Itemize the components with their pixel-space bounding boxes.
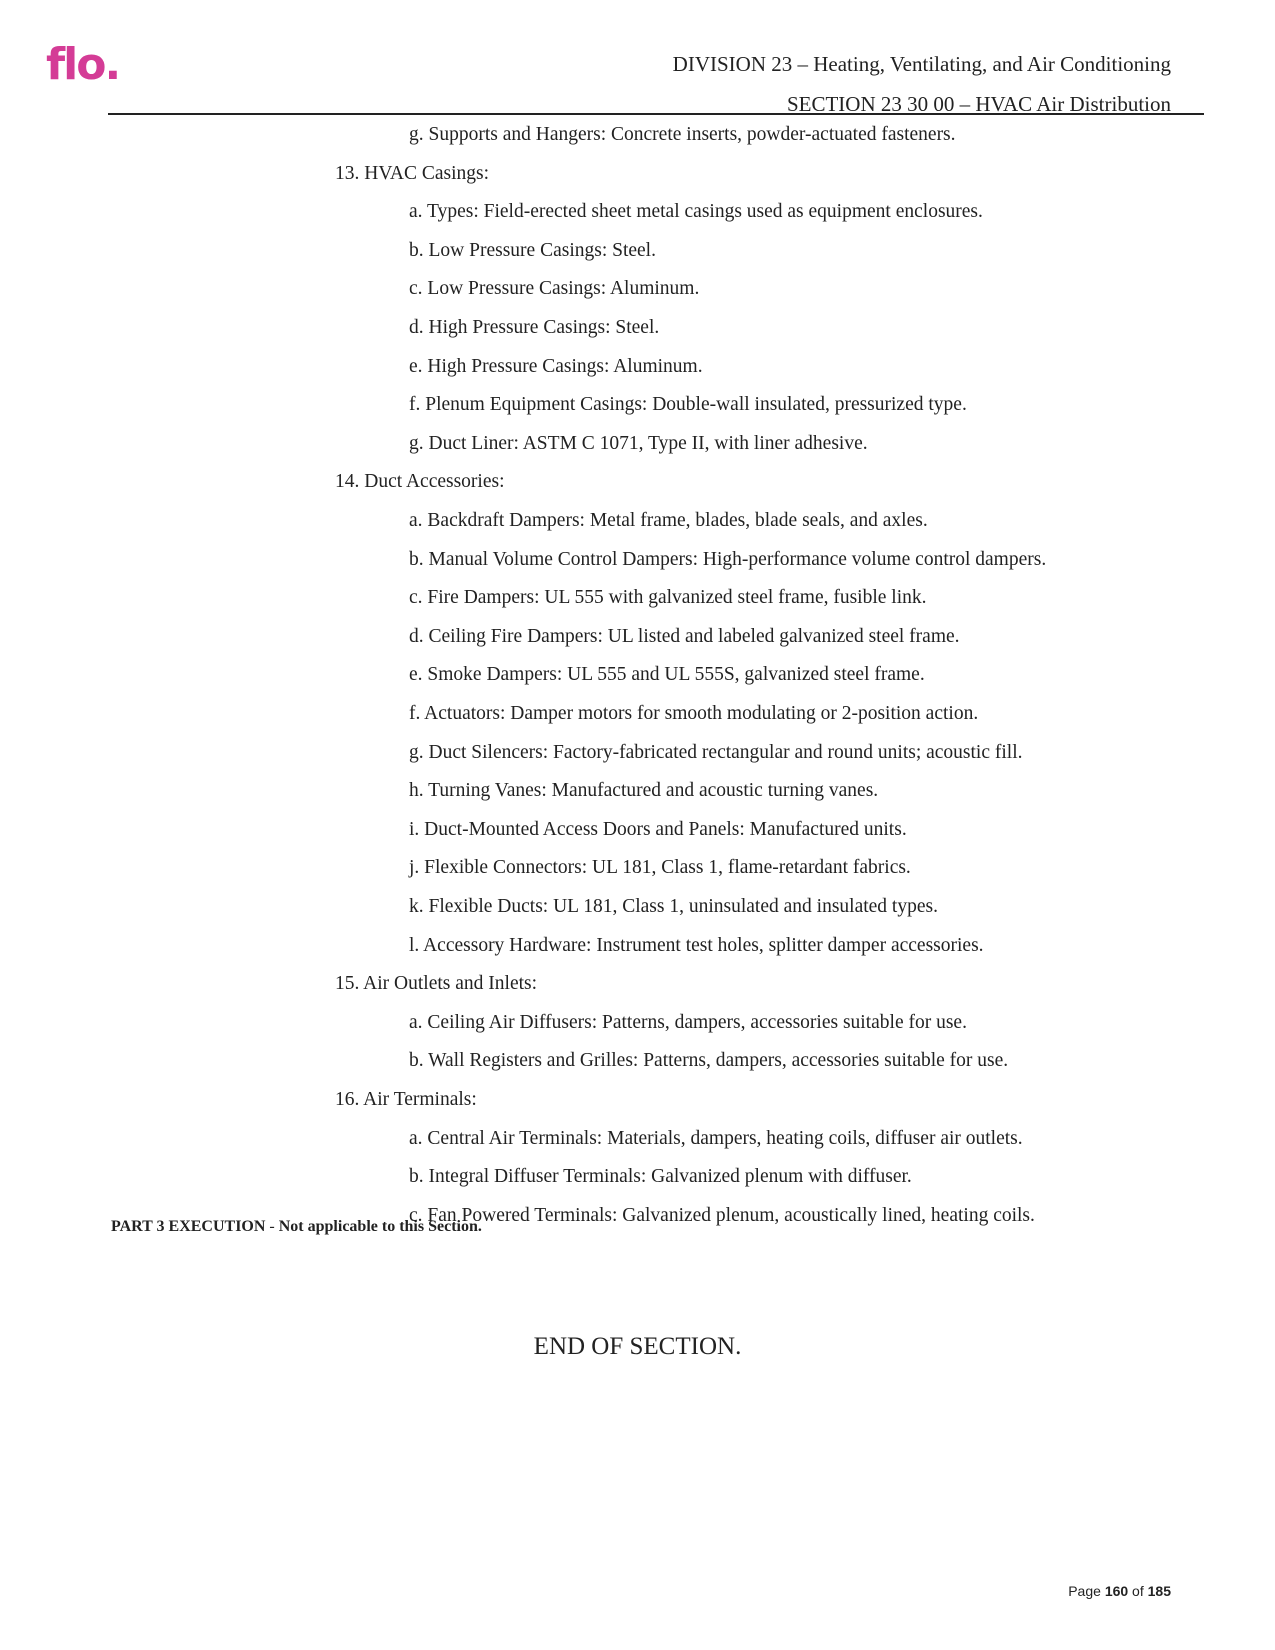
list-item: a. Types: Field-erected sheet metal casings used as equipment enclosures. (409, 201, 983, 223)
page-word: Page (1068, 1583, 1105, 1599)
list-item: b. Low Pressure Casings: Steel. (409, 239, 656, 261)
list-item: g. Duct Liner: ASTM C 1071, Type II, with liner adhesive. (409, 432, 868, 454)
list-heading: 15. Air Outlets and Inlets: (335, 973, 538, 995)
list-item: a. Ceiling Air Diffusers: Patterns, dampers, accessories suitable for use. (409, 1011, 967, 1033)
total-pages: 185 (1147, 1583, 1171, 1599)
list-item: f. Plenum Equipment Casings: Double-wall insulated, pressurized type. (409, 394, 967, 416)
page-header (673, 44, 1171, 124)
list-item: e. High Pressure Casings: Aluminum. (409, 355, 703, 377)
division-title: DIVISION 23 – Heating, Ventilating, and Air Conditioning (672, 52, 1171, 76)
list-item: c. Fan Powered Terminals: Galvanized plenum, acoustically lined, heating coils. (409, 1204, 1035, 1226)
list-item: b. Integral Diffuser Terminals: Galvanized plenum with diffuser. (409, 1166, 912, 1188)
part-3-heading (111, 1213, 482, 1241)
section-title: SECTION 23 30 00 – HVAC Air Distribution (786, 92, 1171, 116)
list-heading: 16. Air Terminals: (335, 1089, 477, 1110)
list-item: k. Flexible Ducts: UL 181, Class 1, uninsulated and insulated types. (409, 896, 938, 917)
list-item: g. Supports and Hangers: Concrete inserts, powder-actuated fasteners. (409, 124, 956, 145)
page-number (1068, 1581, 1171, 1601)
list-item: d. Ceiling Fire Dampers: UL listed and labeled galvanized steel frame. (409, 625, 960, 647)
list-item: d. High Pressure Casings: Steel. (409, 317, 660, 338)
list-item: a. Backdraft Dampers: Metal frame, blades, blade seals, and axles. (409, 510, 928, 531)
list-item: f. Actuators: Damper motors for smooth modulating or 2-position action. (409, 703, 979, 724)
current-page: 160 (1104, 1583, 1129, 1599)
list-item: a. Central Air Terminals: Materials, dampers, heating coils, diffuser air outlets. (409, 1127, 1023, 1149)
list-heading: 14. Duct Accessories: (335, 471, 505, 493)
list-item: j. Flexible Connectors: UL 181, Class 1, flame-retardant fabrics. (409, 857, 911, 879)
part-3-separator: - (265, 1218, 279, 1235)
list-heading: 13. HVAC Casings: (335, 162, 490, 184)
list-item: c. Fire Dampers: UL 555 with galvanized steel frame, fusible link. (409, 587, 927, 609)
end-of-section: END OF SECTION. (533, 1333, 742, 1360)
list-item: b. Wall Registers and Grilles: Patterns, dampers, accessories suitable for use. (409, 1050, 1009, 1072)
part-3-label: PART 3 EXECUTION (111, 1218, 266, 1235)
part-3-note: Not applicable to this Section. (278, 1218, 482, 1235)
list-item: b. Manual Volume Control Dampers: High-performance volume control dampers. (409, 548, 1047, 570)
list-item: g. Duct Silencers: Factory-fabricated rectangular and round units; acoustic fill. (409, 741, 1023, 763)
list-item: i. Duct-Mounted Access Doors and Panels: Manufactured units. (409, 818, 907, 840)
list-item: l. Accessory Hardware: Instrument test holes, splitter damper accessories. (409, 934, 984, 956)
list-item: c. Low Pressure Casings: Aluminum. (409, 278, 700, 300)
header-divider (108, 113, 1204, 115)
of-word: of (1128, 1583, 1148, 1599)
list-item: h. Turning Vanes: Manufactured and acoustic turning vanes. (409, 780, 879, 802)
list-item: e. Smoke Dampers: UL 555 and UL 555S, galvanized steel frame. (409, 664, 925, 686)
flo-logo: flo. (46, 39, 120, 90)
